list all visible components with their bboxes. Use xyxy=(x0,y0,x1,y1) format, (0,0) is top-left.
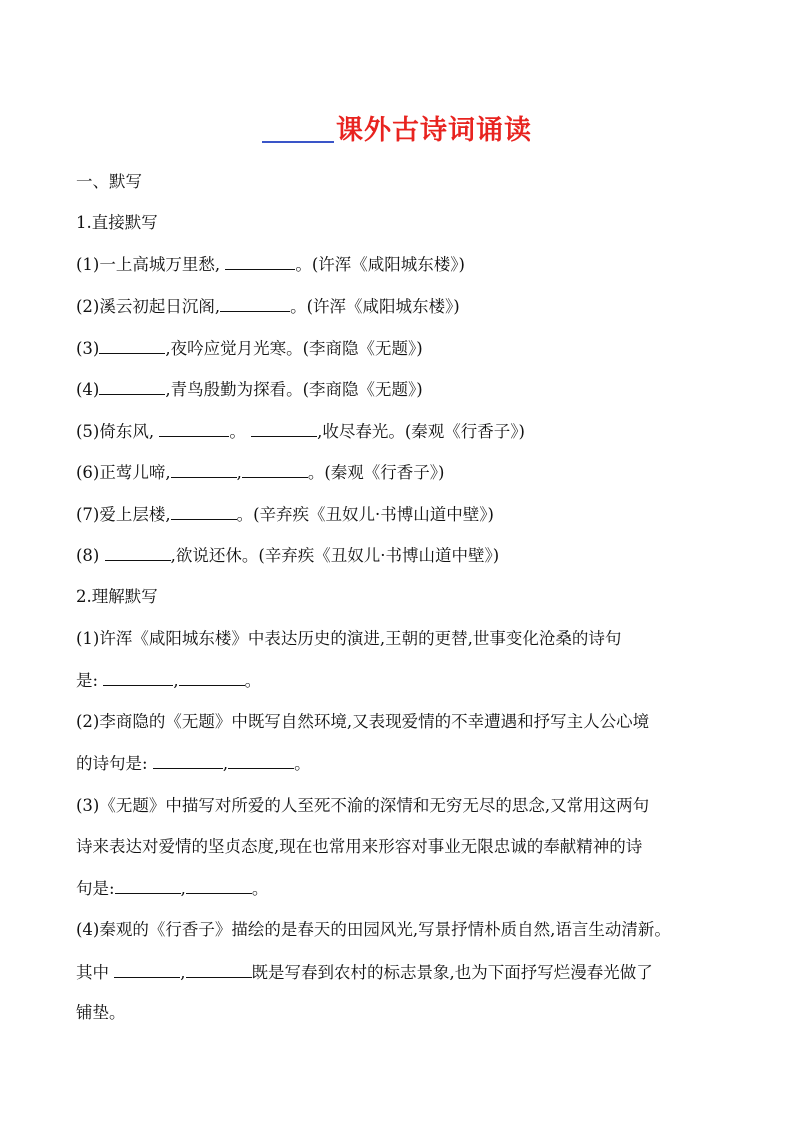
question-2-3-line2: 诗来表达对爱情的坚贞态度,现在也常用来形容对事业无限忠诚的奉献精神的诗 xyxy=(76,837,643,856)
question-1-5: (5)倚东风, 。 ,收尽春光。(秦观《行香子》) xyxy=(76,422,525,441)
question-1-7: (7)爱上层楼, 。(辛弃疾《丑奴儿·书博山道中壁》) xyxy=(76,505,494,524)
answer-blank xyxy=(103,669,173,686)
question-2-2-line2: 的诗句是: , 。 xyxy=(76,754,311,773)
question-2-4-line2: 其中 , 既是写春到农村的标志景象,也为下面抒写烂漫春光做了 xyxy=(76,963,653,982)
part1-heading: 1.直接默写 xyxy=(76,213,158,232)
answer-blank xyxy=(99,378,165,395)
answer-blank xyxy=(242,461,308,478)
answer-blank xyxy=(220,295,290,312)
answer-blank xyxy=(115,877,181,894)
page-title xyxy=(0,108,794,147)
answer-blank xyxy=(99,337,165,354)
title-blank xyxy=(262,115,334,143)
question-1-3: (3) ,夜吟应觉月光寒。(李商隐《无题》) xyxy=(76,339,423,358)
section-heading: 一、默写 xyxy=(76,172,142,191)
answer-blank xyxy=(171,461,237,478)
question-2-3-line3: 句是: , 。 xyxy=(76,879,269,898)
answer-blank xyxy=(186,877,252,894)
question-1-8: (8) ,欲说还休。(辛弃疾《丑奴儿·书博山道中壁》) xyxy=(76,546,500,565)
answer-blank xyxy=(186,961,252,978)
answer-blank xyxy=(251,420,317,437)
title-text: 课外古诗词诵读 xyxy=(336,115,532,146)
answer-blank xyxy=(159,420,229,437)
answer-blank xyxy=(228,752,294,769)
question-2-4-line1: (4)秦观的《行香子》描绘的是春天的田园风光,写景抒情朴质自然,语言生动清新。 xyxy=(76,920,671,939)
question-1-2: (2)溪云初起日沉阁, 。(许浑《咸阳城东楼》) xyxy=(76,297,460,316)
question-1-4: (4) ,青鸟殷勤为探看。(李商隐《无题》) xyxy=(76,380,423,399)
question-1-6: (6)正莺儿啼, , 。(秦观《行香子》) xyxy=(76,463,445,482)
question-1-1: (1)一上高城万里愁, 。(许浑《咸阳城东楼》) xyxy=(76,255,465,274)
question-2-4-line3: 铺垫。 xyxy=(76,1003,126,1022)
question-2-3-line1: (3)《无题》中描写对所爱的人至死不渝的深情和无穷无尽的思念,又常用这两句 xyxy=(76,796,650,815)
question-2-2-line1: (2)李商隐的《无题》中既写自然环境,又表现爱情的不幸遭遇和抒写主人公心境 xyxy=(76,712,650,731)
part2-heading: 2.理解默写 xyxy=(76,587,158,606)
answer-blank xyxy=(114,961,180,978)
question-2-1-line1: (1)许浑《咸阳城东楼》中表达历史的演进,王朝的更替,世事变化沧桑的诗句 xyxy=(76,629,622,648)
answer-blank xyxy=(153,752,223,769)
answer-blank xyxy=(225,253,295,270)
answer-blank xyxy=(105,544,171,561)
answer-blank xyxy=(171,503,237,520)
question-2-1-line2: 是: , 。 xyxy=(76,671,262,690)
answer-blank xyxy=(179,669,245,686)
